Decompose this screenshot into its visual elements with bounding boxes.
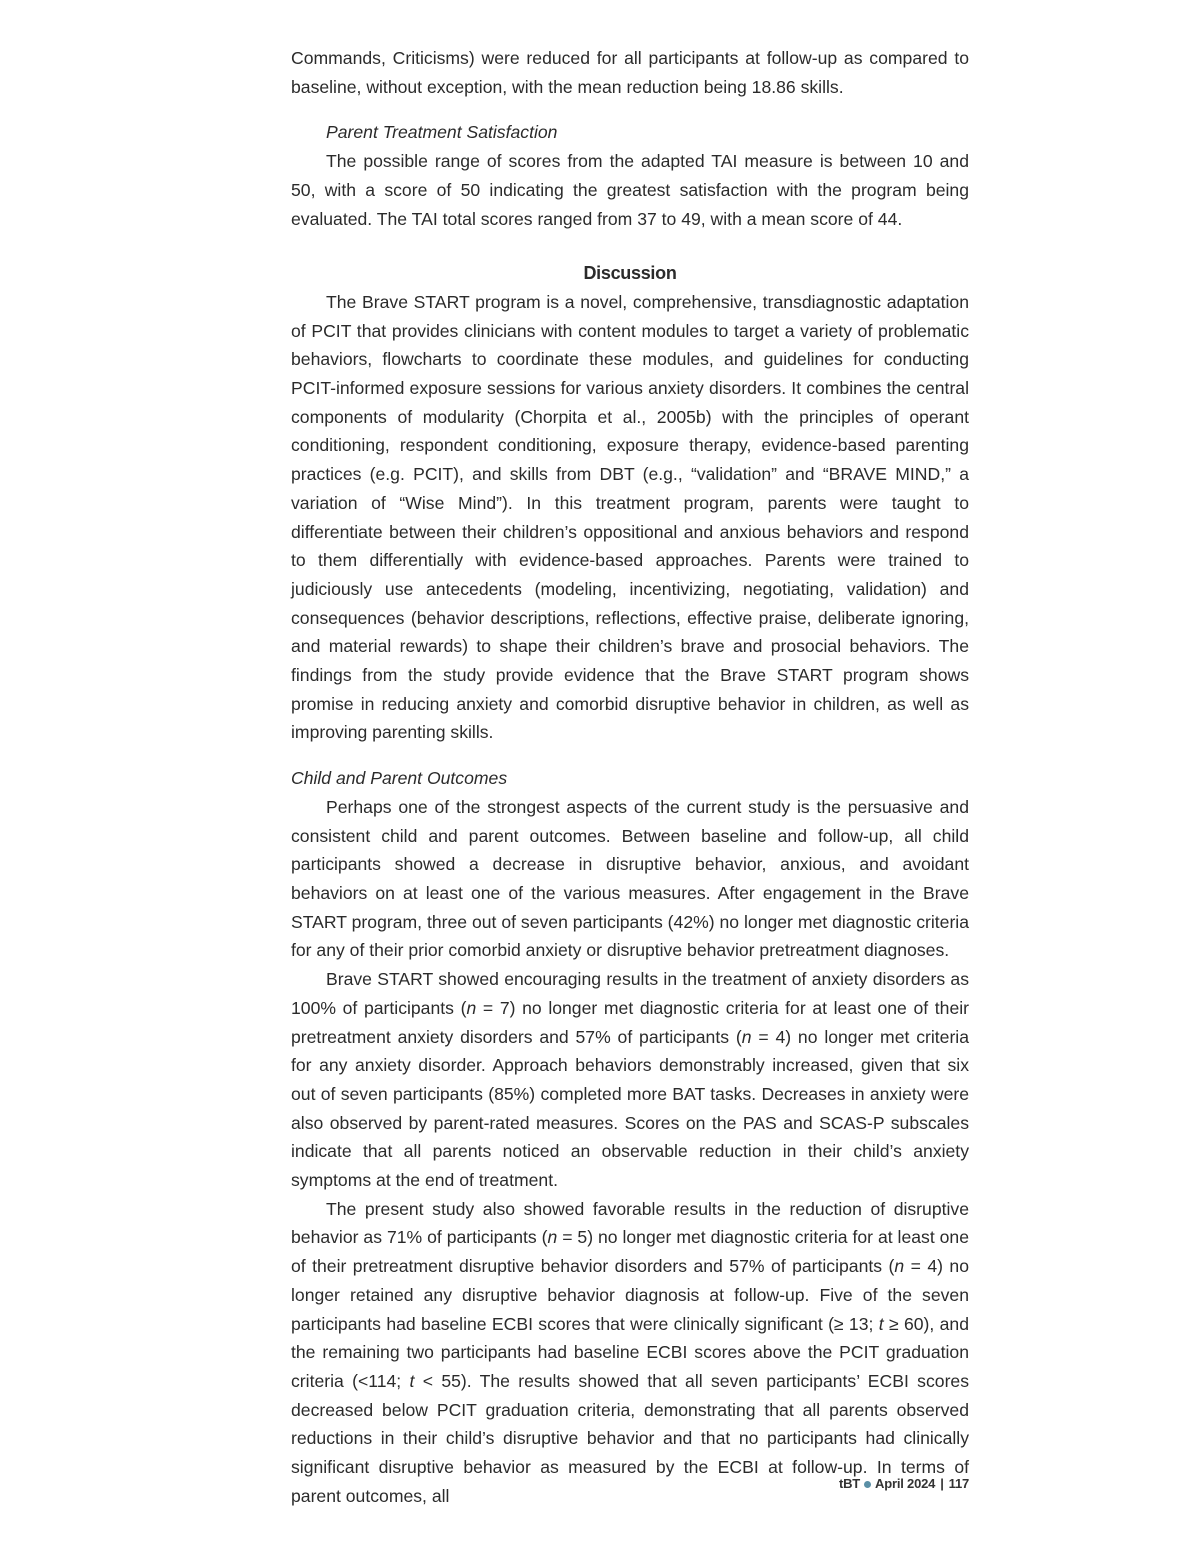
footer-separator: |: [940, 1476, 944, 1491]
paragraph-outcomes-summary: Perhaps one of the strongest aspects of the current study is the persuasive and consistent child and parent outcomes. Between baseline and follow-up, all child participants showed a decrease in disruptive behavior, anxious, and avoidant behaviors on at least one of the various measures. After engagement in the Brave START program, three out of seven participants (42%) no longer met diagnostic criteria for any of their prior comorbid anxiety or disruptive behavior pretreatment diagnoses.: [291, 796, 969, 961]
paragraph-skills-reduction: Commands, Criticisms) were reduced for all participants at follow-up as compared to baseline, without exception, with the mean reduction being 18.86 skills.: [291, 48, 969, 97]
paragraph-brave-start-overview: The Brave START program is a novel, comprehensive, transdiagnostic adaptation of PCIT that provides clinicians with content modules to target a variety of problematic behaviors, flowcharts to coordinate these modules, and guidelines for conducting PCIT-informed exposure sessions for various anxiety disorders. It combines the central components of modularity (Chorpita et al., 2005b) with the principles of operant conditioning, respondent conditioning, exposure therapy, evidence-based parenting practices (e.g. PCIT), and skills from DBT (e.g., “validation” and “BRAVE MIND,” a variation of “Wise Mind”). In this treatment program, parents were taught to differentiate between their children’s oppositional and anxious behaviors and respond to them differentially with evidence-based approaches. Parents were trained to judiciously use antecedents (modeling, incentivizing, negotiating, validation) and consequences (behavior descriptions, reflections, effective praise, deliberate ignoring, and material rewards) to shape their children’s brave and prosocial behaviors. The findings from the study provide evidence that the Brave START program shows promise in reducing anxiety and comorbid disruptive behavior in children, as well as improving parenting skills.: [291, 291, 969, 743]
subheading-child-parent-outcomes: Child and Parent Outcomes: [291, 768, 508, 789]
page-footer: [839, 1476, 969, 1491]
paragraph-anxiety-results: Brave START showed encouraging results in the treatment of anxiety disorders as 100% of participants (n = 7) no longer met diagnostic criteria for at least one of their pretreatment anxiety disorders and 57% of participants (n = 4) no longer met criteria for any anxiety disorder. Approach behaviors demonstrably increased, given that six out of seven participants (85%) completed more BAT tasks. Decreases in anxiety were also observed by parent-rated measures. Scores on the PAS and SCAS-P subscales indicate that all parents noticed an observable reduction in their child’s anxiety symptoms at the end of treatment.: [291, 969, 970, 1191]
issue-date: April 2024: [875, 1476, 936, 1491]
bullet-dot-icon: [864, 1481, 871, 1488]
paragraph-disruptive-behavior-results: The present study also showed favorable results in the reduction of disruptive behavior as 71% of participants (n = 5) no longer met diagnostic criteria for at least one of their pretreatment disruptive behavior disorders and 57% of participants (n = 4) no longer retained any disruptive behavior diagnosis at follow-up. Five of the seven participants had baseline ECBI scores that were clinically significant (≥ 13; t ≥ 60), and the remaining two participants had baseline ECBI scores above the PCIT graduation criteria (<114; t < 55). The results showed that all seven participants’ ECBI scores decreased below PCIT graduation criteria, demonstrating that all parents observed reductions in their child’s disruptive behavior and that no participants had clinically significant disruptive behavior as measured by the ECBI at follow-up. In terms of parent outcomes, all: [291, 1198, 970, 1506]
page-number: 117: [948, 1476, 969, 1491]
paragraph-tai-scores: The possible range of scores from the adapted TAI measure is between 10 and 50, with a score of 50 indicating the greatest satisfaction with the program being evaluated. The TAI total scores ranged from 37 to 49, with a mean score of 44.: [291, 151, 969, 229]
subheading-parent-treatment-satisfaction: Parent Treatment Satisfaction: [326, 122, 558, 143]
section-heading-discussion: Discussion: [583, 263, 677, 284]
journal-name: tBT: [838, 1476, 861, 1491]
article-body: [291, 44, 969, 1510]
